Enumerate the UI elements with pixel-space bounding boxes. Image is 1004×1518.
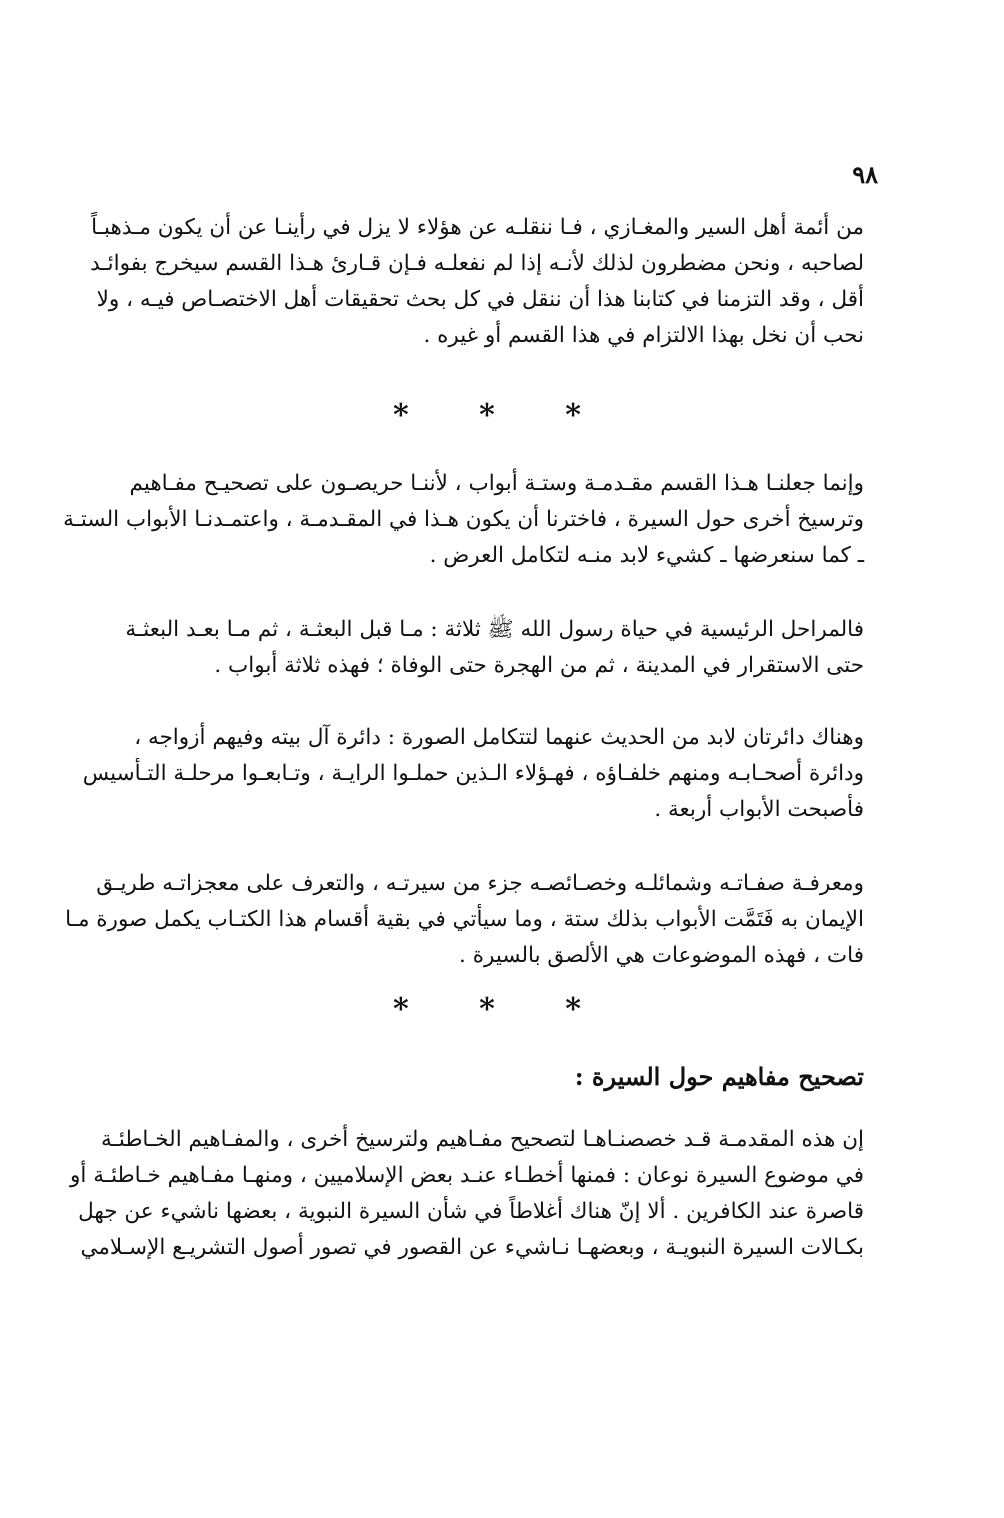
section-heading: تصحيح مفاهيم حول السيرة : — [574, 1062, 864, 1091]
paragraph-line: بكـالات السيرة النبويـة ، وبعضهـا نـاشيء عن القصور في تصور أصول التشريـع الإسـلامي — [80, 1235, 864, 1260]
paragraph-line: نحب أن نخل بهذا الالتزام في هذا القسم أو غيره . — [423, 323, 864, 348]
paragraph-line: قاصرة عند الكافرين . ألا إنّ هناك أغلاطاً في شأن السيرة النبوية ، بعضها ناشيء عن جهل — [78, 1199, 864, 1224]
paragraph-line: إن هذه المقدمـة قـد خصصنـاهـا لتصحيح مفـاهيم ولترسيخ أخرى ، والمفـاهيم الخـاطئـة — [101, 1127, 864, 1152]
paragraph-line: ودائرة أصحـابـه ومنهم خلفـاؤه ، فهـؤلاء الـذين حملـوا الرايـة ، وتـابعـوا مرحلـة التـأسيس — [82, 761, 864, 786]
paragraph-line: فالمراحل الرئيسية في حياة رسول الله ﷺ ثلاثة : مـا قبل البعثـة ، ثم مـا بعـد البعثـة — [125, 617, 864, 642]
paragraph-line: وترسيخ أخرى حول السيرة ، فاخترنا أن يكون هـذا في المقـدمـة ، واعتمـدنـا الأبواب الستـة — [63, 507, 864, 532]
paragraph-line: وإنما جعلنـا هـذا القسم مقـدمـة وستـة أبواب ، لأننـا حريصـون على تصحيـح مفـاهيم — [129, 471, 864, 496]
paragraph-line: حتى الاستقرار في المدينة ، ثم من الهجرة حتى الوفاة ؛ فهذه ثلاثة أبواب . — [214, 653, 864, 678]
paragraph-line: فات ، فهذه الموضوعات هي الألصق بالسيرة . — [459, 943, 864, 968]
paragraph-line: ومعرفـة صفـاتـه وشمائلـه وخصـائصـه جزء من سيرتـه ، والتعرف على معجزاتـه طريـق — [96, 871, 864, 896]
page-number: ٩٨ — [852, 160, 878, 189]
paragraph-line: وهناك دائرتان لابد من الحديث عنهما لتتكامل الصورة : دائرة آل بيته وفيهم أزواجه ، — [134, 725, 864, 750]
section-separator: * * * — [393, 398, 611, 433]
paragraph-1 — [90, 210, 864, 354]
paragraph-line: في موضوع السيرة نوعان : فمنها أخطـاء عنـد بعض الإسلاميين ، ومنهـا مفـاهيم خـاطئـة أو — [70, 1163, 864, 1188]
paragraph-line: ـ كما سنعرضها ـ كشيء لابد منـه لتكامل العرض . — [429, 543, 864, 568]
paragraph-5 — [65, 866, 864, 974]
paragraph-line: الإيمان به فَتَمَّت الأبواب بذلك ستة ، وما سيأتي في بقية أقسام هذا الكتـاب يكمل صورة مـا — [65, 907, 864, 932]
paragraph-3 — [125, 612, 864, 684]
paragraph-6 — [70, 1122, 864, 1266]
paragraph-line: أقل ، وقد التزمنا في كتابنا هذا أن ننقل في كل بحث تحقيقات أهل الاختصـاص فيـه ، ولا — [96, 287, 864, 312]
paragraph-2 — [63, 466, 864, 574]
paragraph-line: من أئمة أهل السير والمغـازي ، فـا ننقلـه عن هؤلاء لا يزل في رأينـا عن أن يكون مـذهبـاً — [91, 215, 864, 240]
paragraph-4 — [82, 720, 864, 828]
section-separator: * * * — [393, 992, 611, 1027]
paragraph-line: فأصبحت الأبواب أربعة . — [654, 797, 864, 822]
paragraph-line: لصاحبه ، ونحن مضطرون لذلك لأنـه إذا لم نفعلـه فـإن قـارئ هـذا القسم سيخرج بفوائـد — [90, 251, 864, 276]
